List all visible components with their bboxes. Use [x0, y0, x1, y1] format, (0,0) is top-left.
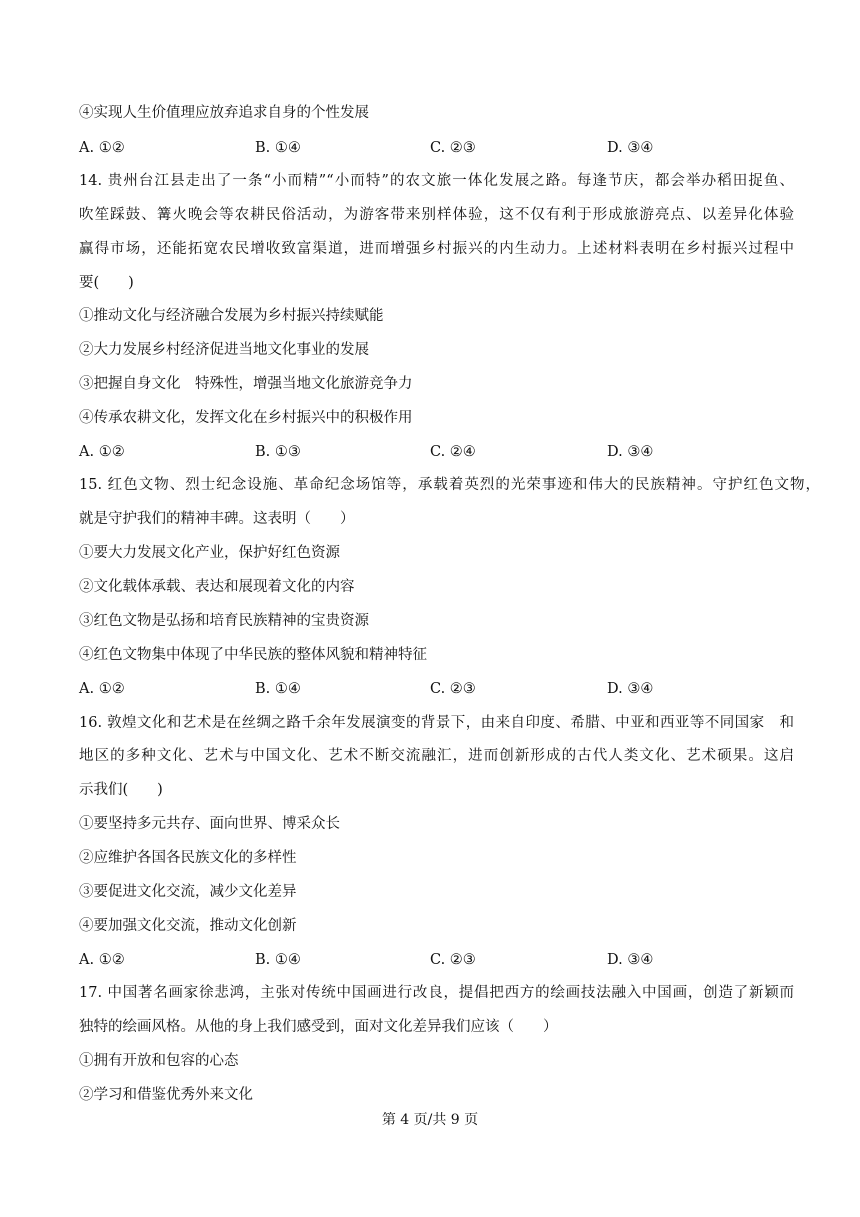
q14-item-4: ④传承农耕文化，发挥文化在乡村振兴中的积极作用: [79, 410, 413, 426]
q16-item-1: ①要坚持多元共存、面向世界、博采众长: [79, 816, 340, 832]
q14-option-b[interactable]: B. ①③: [255, 444, 301, 460]
q16-option-a[interactable]: A. ①②: [79, 952, 125, 968]
q16-option-c[interactable]: C. ②③: [430, 952, 476, 968]
q15-item-3: ③红色文物是弘扬和培育民族精神的宝贵资源: [79, 613, 369, 629]
q13-options: [79, 138, 839, 158]
q16-item-3: ③要促进文化交流，减少文化差异: [79, 884, 297, 900]
q15-stem-line-1: 15. 红色文物、烈士纪念设施、革命纪念场馆等，承载着英烈的光荣事迹和伟大的民族精神。守护红色文物，: [79, 477, 820, 493]
q17-item-1: ①拥有开放和包容的心态: [79, 1053, 239, 1069]
q15-option-c[interactable]: C. ②③: [430, 681, 476, 697]
q15-item-1: ①要大力发展文化产业，保护好红色资源: [79, 545, 340, 561]
q13-option-a[interactable]: A. ①②: [79, 140, 125, 156]
q16-options: [79, 950, 839, 970]
q15-option-d[interactable]: D. ③④: [607, 681, 654, 697]
q16-stem-line-2: 地区的多种文化、艺术与中国文化、艺术不断交流融汇，进而创新形成的古代人类文化、艺术硕果。这启: [79, 748, 794, 764]
q14-options: [79, 442, 839, 462]
q16-item-4: ④要加强文化交流，推动文化创新: [79, 918, 297, 934]
q16-option-d[interactable]: D. ③④: [607, 952, 654, 968]
page-number-footer: 第 4 页/共 9 页: [381, 1112, 479, 1128]
q14-stem-line-3: 赢得市场，还能拓宽农民增收致富渠道，进而增强乡村振兴的内生动力。上述材料表明在乡村振兴过程中: [79, 241, 794, 257]
q17-stem-line-2: 独特的绘画风格。从他的身上我们感受到，面对文化差异我们应该（ ）: [79, 1019, 558, 1035]
q15-option-a[interactable]: A. ①②: [79, 681, 125, 697]
q14-item-1: ①推动文化与经济融合发展为乡村振兴持续赋能: [79, 308, 384, 324]
q13-item-4: ④实现人生价值理应放弃追求自身的个性发展: [79, 105, 369, 121]
q16-stem-line-3: 示我们( ): [79, 782, 163, 798]
q15-item-2: ②文化载体承载、表达和展现着文化的内容: [79, 579, 355, 595]
q14-item-3: ③把握自身文化 特殊性，增强当地文化旅游竞争力: [79, 376, 413, 392]
q14-option-a[interactable]: A. ①②: [79, 444, 125, 460]
q13-option-b[interactable]: B. ①④: [255, 140, 301, 156]
q17-stem-line-1: 17. 中国著名画家徐悲鸿，主张对传统中国画进行改良，提倡把西方的绘画技法融入中国画，创造了新颖而: [79, 985, 794, 1001]
q13-option-d[interactable]: D. ③④: [607, 140, 654, 156]
q17-item-2: ②学习和借鉴优秀外来文化: [79, 1087, 253, 1103]
q15-item-4: ④红色文物集中体现了中华民族的整体风貌和精神特征: [79, 647, 427, 663]
q14-stem-line-2: 吹笙踩鼓、篝火晚会等农耕民俗活动，为游客带来别样体验，这不仅有利于形成旅游亮点、以差异化体验: [79, 207, 794, 223]
q14-stem-line-1: 14. 贵州台江县走出了一条“小而精”“小而特”的农文旅一体化发展之路。每逢节庆，都会举办稻田捉鱼、: [79, 173, 794, 189]
q14-option-d[interactable]: D. ③④: [607, 444, 654, 460]
q14-stem-line-4: 要( ): [79, 275, 134, 291]
q16-item-2: ②应维护各国各民族文化的多样性: [79, 850, 297, 866]
q14-item-2: ②大力发展乡村经济促进当地文化事业的发展: [79, 342, 369, 358]
q15-options: [79, 679, 839, 699]
q13-option-c[interactable]: C. ②③: [430, 140, 476, 156]
q16-stem-line-1: 16. 敦煌文化和艺术是在丝绸之路千余年发展演变的背景下，由来自印度、希腊、中亚和西亚等不同国家 和: [79, 715, 794, 731]
q16-option-b[interactable]: B. ①④: [255, 952, 301, 968]
q15-option-b[interactable]: B. ①④: [255, 681, 301, 697]
q15-stem-line-2: 就是守护我们的精神丰碑。这表明（ ）: [79, 511, 355, 527]
q14-option-c[interactable]: C. ②④: [430, 444, 476, 460]
